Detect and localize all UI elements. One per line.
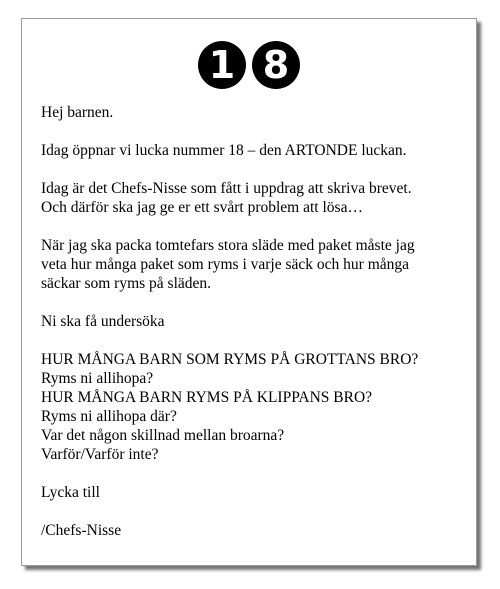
question-4: Ryms ni allihopa där? (41, 408, 177, 425)
paragraph-1-line-2: Och därför ska jag ge er ett svårt problem att lösa… (41, 199, 363, 216)
question-5: Var det någon skillnad mellan broarna? (41, 427, 285, 444)
question-3: HUR MÅNGA BARN RYMS PÅ KLIPPANS BRO? (41, 389, 373, 406)
paragraph-2-line-2: veta hur många paket som ryms i varje säck och hur många (41, 256, 410, 273)
paragraph-2-line-1: När jag ska packa tomtefars stora släde med paket måste jag (41, 237, 415, 254)
signature: /Chefs-Nisse (41, 522, 122, 539)
greeting: Hej barnen. (41, 104, 114, 121)
day-number-badge (22, 41, 476, 89)
digit-circle-8: 8 (252, 41, 300, 89)
question-6: Varför/Varför inte? (41, 446, 159, 463)
paragraph-2-line-3: säckar som ryms på släden. (41, 275, 212, 292)
paragraph-1-line-1: Idag är det Chefs-Nisse som fått i uppdrag att skriva brevet. (41, 180, 412, 197)
digit-circle-1: 1 (198, 41, 246, 89)
question-2: Ryms ni allihopa? (41, 370, 154, 387)
intro-line: Idag öppnar vi lucka nummer 18 – den ARTONDE luckan. (41, 142, 407, 159)
closing: Lycka till (41, 484, 100, 501)
question-1: HUR MÅNGA BARN SOM RYMS PÅ GROTTANS BRO? (41, 351, 419, 368)
task-intro: Ni ska få undersöka (41, 313, 165, 330)
letter-page (21, 18, 477, 566)
letter-body (41, 103, 471, 540)
